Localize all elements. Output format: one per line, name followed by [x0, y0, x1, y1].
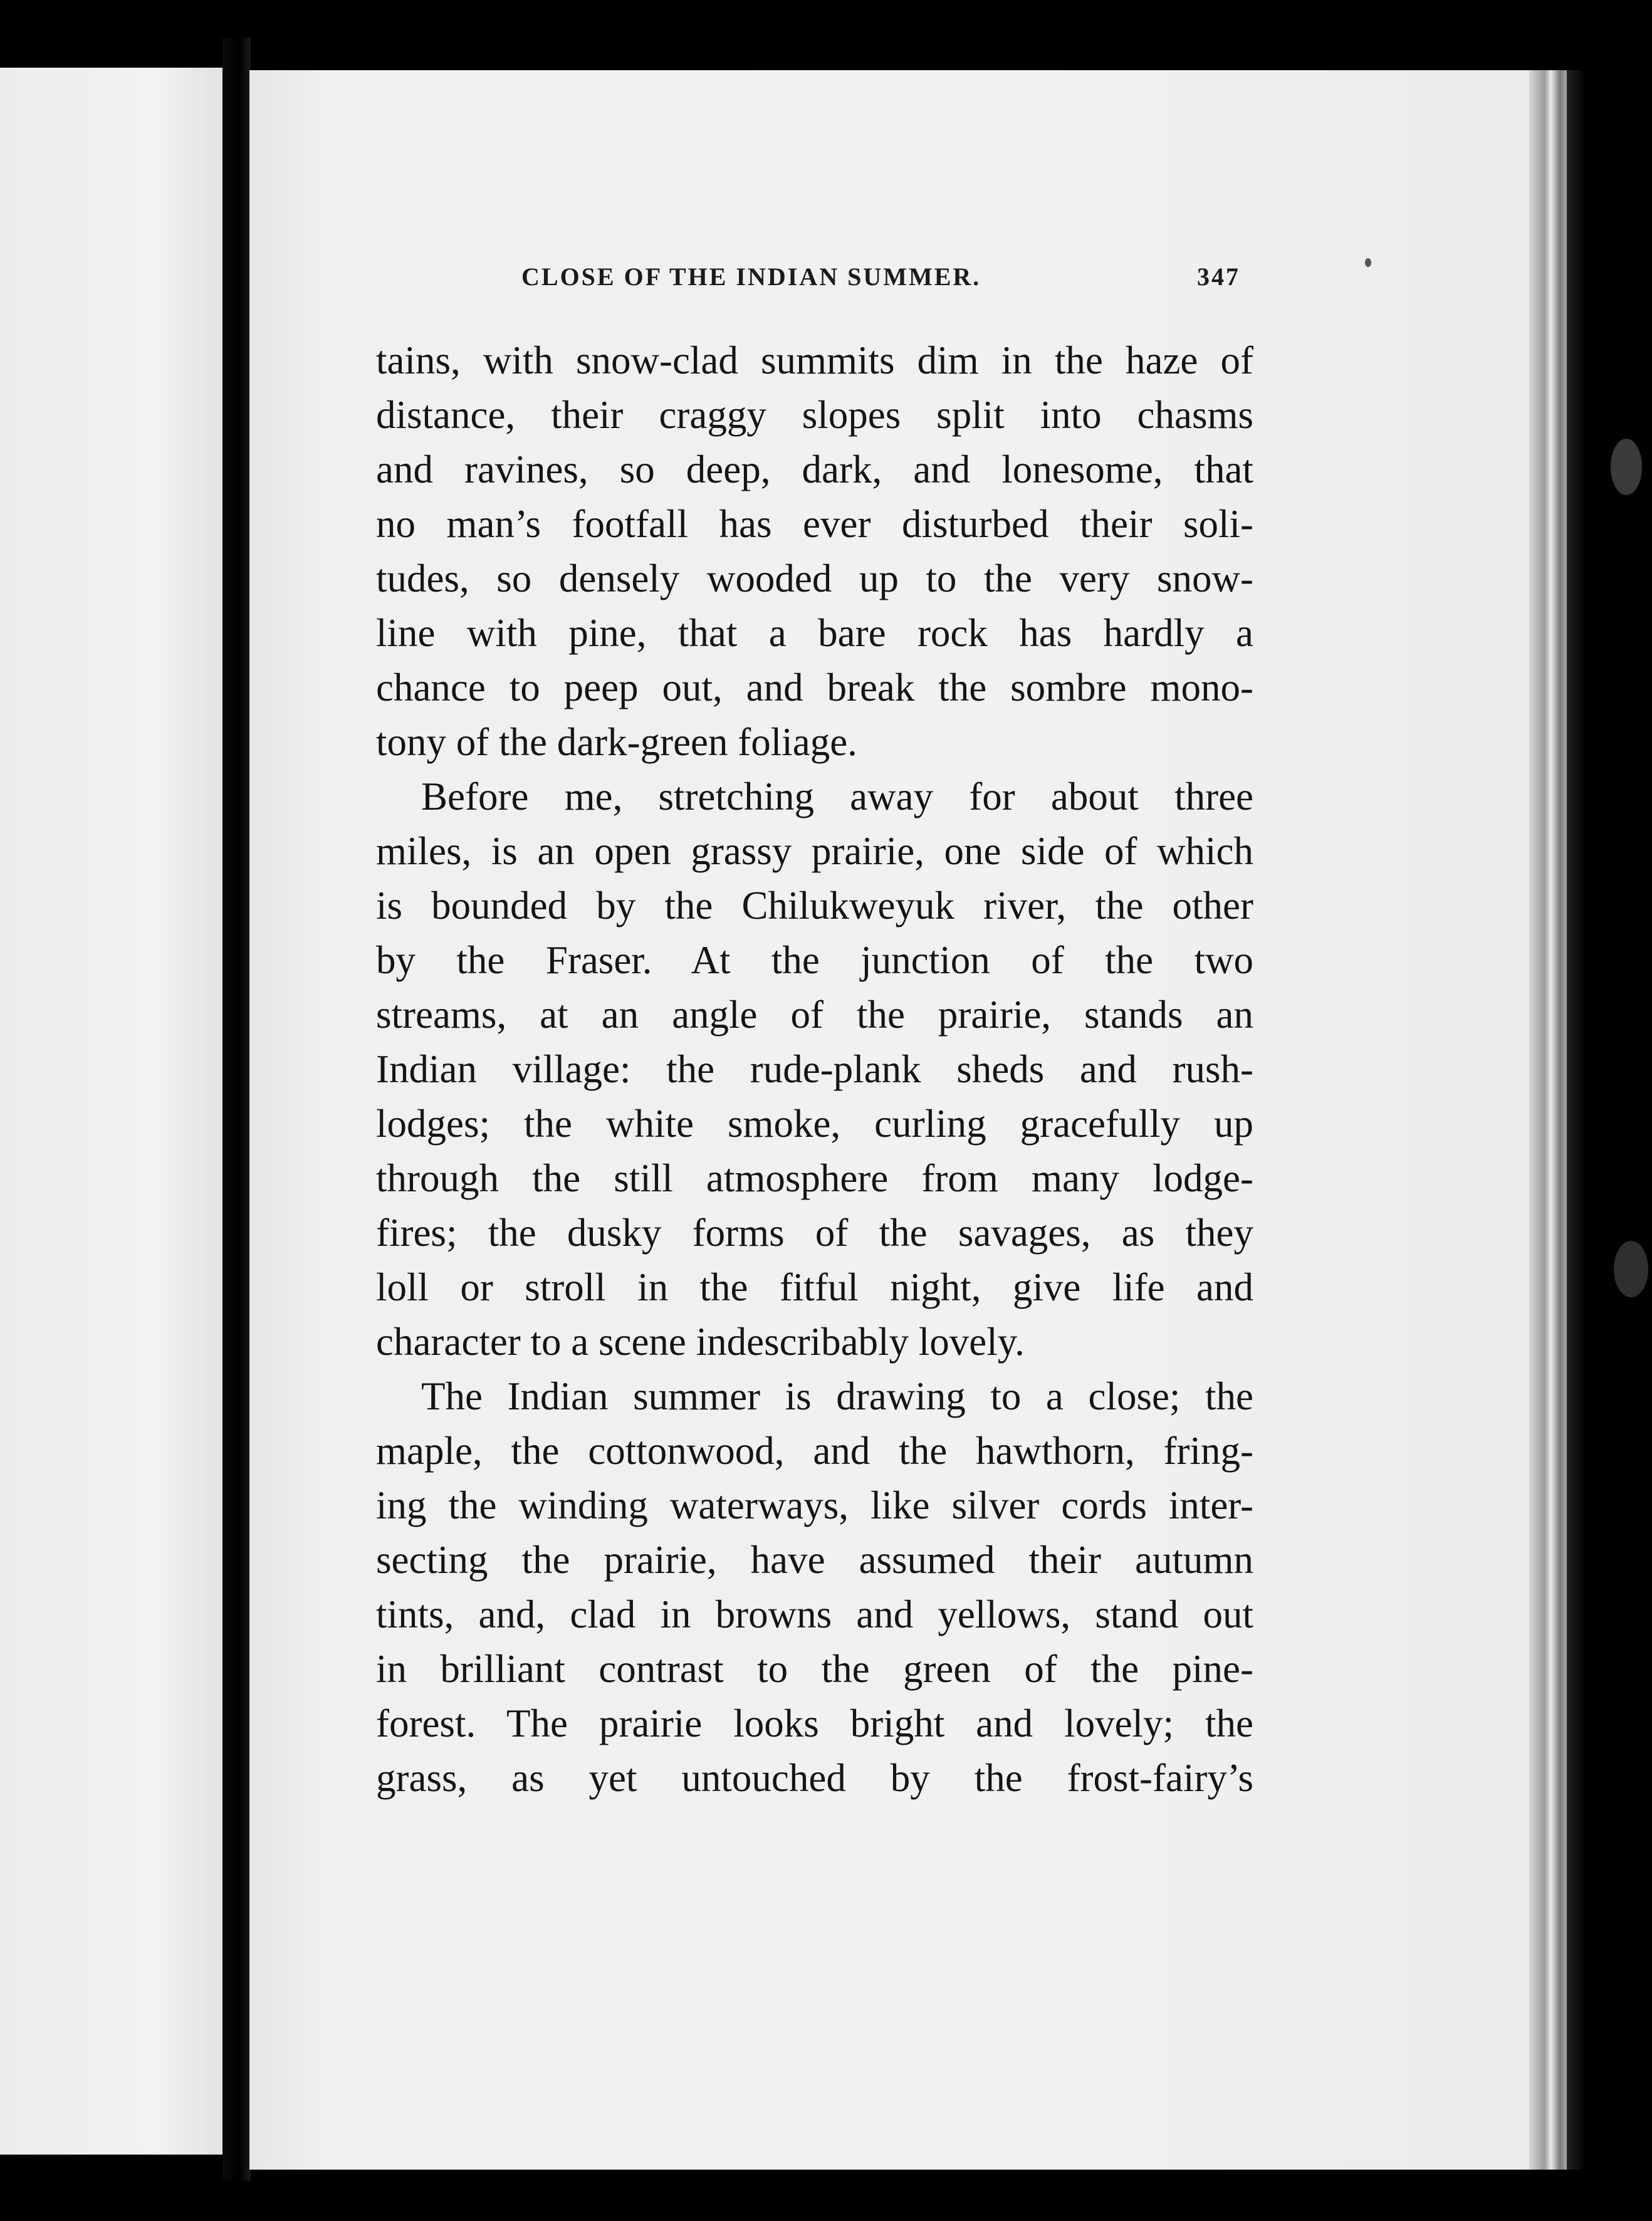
running-head-title: CLOSE OF THE INDIAN SUMMER. [521, 263, 981, 291]
text-line: and ravines, so deep, dark, and lonesome, that [376, 447, 1253, 491]
text-line: tints, and, clad in browns and yellows, stand out [376, 1592, 1253, 1636]
text-line: maple, the cottonwood, and the hawthorn, fring- [376, 1429, 1253, 1473]
text-line: ing the winding waterways, like silver cords inter- [376, 1483, 1253, 1527]
text-line: secting the prairie, have assumed their autumn [376, 1538, 1253, 1582]
body-text [376, 333, 1253, 1806]
paragraph-3 [376, 1369, 1253, 1806]
text-line: forest. The prairie looks bright and lovely; the [376, 1701, 1253, 1745]
page-fore-edge-shadow [1567, 70, 1586, 2170]
edge-speck [1614, 1241, 1648, 1297]
text-line: no man’s footfall has ever disturbed their soli- [376, 502, 1253, 546]
text-line: Before me, stretching away for about three [421, 775, 1253, 818]
text-line: through the still atmosphere from many lodge- [376, 1156, 1253, 1200]
paragraph-1 [376, 333, 1253, 770]
text-line: distance, their craggy slopes split into chasms [376, 393, 1253, 437]
text-line: lodges; the white smoke, curling gracefully up [376, 1102, 1253, 1146]
text-line: fires; the dusky forms of the savages, as they [376, 1211, 1253, 1255]
edge-speck [1611, 439, 1642, 495]
text-line: chance to peep out, and break the sombre mono- [376, 666, 1253, 709]
text-line: tudes, so densely wooded up to the very snow- [376, 557, 1253, 600]
text-line: tony of the dark-green foliage. [376, 720, 857, 764]
paragraph-2 [376, 770, 1253, 1369]
book-gutter [222, 38, 251, 2181]
text-line: loll or stroll in the fitful night, give life and [376, 1265, 1253, 1309]
text-line: is bounded by the Chilukweyuk river, the other [376, 884, 1253, 928]
left-page-edge [0, 68, 222, 2155]
text-line: in brilliant contrast to the green of the pine- [376, 1647, 1253, 1691]
text-line: streams, at an angle of the prairie, stands an [376, 993, 1253, 1037]
text-line: tains, with snow-clad summits dim in the haze of [376, 338, 1253, 382]
text-line: by the Fraser. At the junction of the two [376, 938, 1253, 982]
text-line: Indian village: the rude-plank sheds and rush- [376, 1047, 1253, 1091]
text-line: grass, as yet untouched by the frost-fairy’s [376, 1756, 1253, 1800]
page-number: 347 [1197, 263, 1240, 291]
edge-speck [1365, 258, 1371, 267]
text-line: miles, is an open grassy prairie, one side of which [376, 829, 1253, 873]
text-line: The Indian summer is drawing to a close; the [421, 1374, 1253, 1418]
text-line: line with pine, that a bare rock has hardly a [376, 611, 1253, 655]
text-line: character to a scene indescribably lovely. [376, 1320, 1025, 1364]
